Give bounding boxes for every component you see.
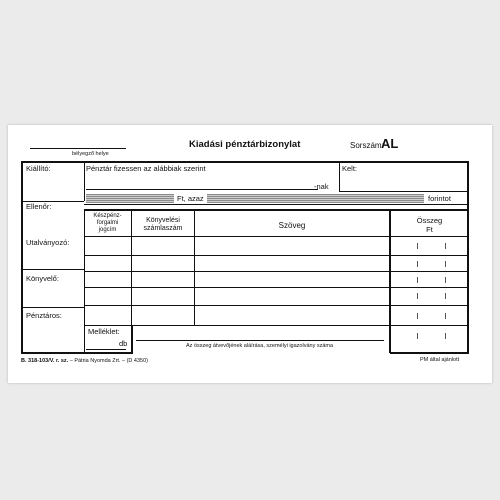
- amount-tick: [445, 261, 446, 267]
- form-title: Kiadási pénztárbizonylat: [189, 139, 301, 150]
- serial-value: AL: [381, 136, 399, 151]
- col4-header-line: Ft: [426, 225, 433, 234]
- stamp-place-label: bélyegző helye: [72, 151, 109, 157]
- amount-tick: [445, 293, 446, 299]
- amount-tick: [417, 293, 418, 299]
- col1-header: [84, 213, 131, 234]
- db-unit: db: [119, 339, 128, 348]
- signature-line: [136, 340, 384, 341]
- footer-code-text: B. 318-103/V. r. sz.: [21, 358, 69, 364]
- amount-words-field[interactable]: [207, 194, 424, 203]
- table-row-line: [84, 305, 468, 306]
- table-row-line: [84, 325, 468, 326]
- payee-line: [86, 189, 318, 190]
- nak-suffix: -nak: [314, 182, 329, 191]
- table-row-line: [84, 255, 468, 256]
- forintot-label: forintot: [428, 194, 451, 203]
- col1-header-line: Készpénz-: [93, 213, 122, 219]
- amount-tick: [417, 261, 418, 267]
- amount-tick: [417, 333, 418, 339]
- voucher-sheet: [8, 125, 492, 383]
- kelt-bottom: [339, 191, 468, 192]
- footer-right: PM által ajánlott: [420, 357, 460, 363]
- melleklet-right: [131, 326, 133, 354]
- section-divider-1: [21, 269, 84, 270]
- table-row-line: [84, 271, 468, 272]
- signature-caption: Az összeg átvevőjének aláírása, személyi igazolvány száma: [186, 343, 334, 349]
- payment-instruction: Pénztár fizessen az alábbiak szerint: [86, 164, 206, 173]
- penztaros-label: Pénztáros:: [26, 311, 62, 320]
- footer-publisher: – Pátria Nyomda Zrt. – (D 4350): [69, 358, 148, 364]
- amount-tick: [417, 243, 418, 249]
- frame-left: [21, 161, 23, 354]
- amount-tick: [417, 313, 418, 319]
- serial-label: Sorszám:: [350, 141, 384, 150]
- melleklet-label: Melléklet:: [88, 327, 120, 336]
- table-top: [84, 209, 469, 211]
- section-divider-2: [21, 307, 84, 308]
- kelt-label: Kelt:: [342, 164, 358, 173]
- col2-header: [132, 217, 194, 233]
- amount-tick: [445, 333, 446, 339]
- kelt-divider: [339, 161, 340, 192]
- amount-tick: [445, 277, 446, 283]
- col4-header: [391, 216, 468, 234]
- frame-bottom-left: [21, 352, 133, 354]
- footer-code: [21, 359, 148, 365]
- amount-tick: [445, 243, 446, 249]
- col2-header-line: számlaszám: [143, 225, 183, 232]
- ellenor-separator: [21, 201, 84, 202]
- konyvelo-label: Könyvelő:: [26, 274, 59, 283]
- amount-tick: [445, 313, 446, 319]
- amount-row-bottom: [84, 204, 468, 205]
- kiallito-label: Kiállító:: [26, 164, 51, 173]
- ft-azaz-label: Ft, azaz: [177, 194, 204, 203]
- col2-header-line: Könyvelési: [146, 217, 180, 224]
- col1-header-line: jogcím: [98, 227, 117, 233]
- amount-tick: [417, 277, 418, 283]
- melleklet-count-line: [86, 349, 126, 350]
- stamp-line: [30, 148, 126, 149]
- col4-header-line: Összeg: [416, 216, 443, 225]
- col1-header-line: forgalmi: [96, 220, 119, 226]
- ellenor-label: Ellenőr:: [26, 202, 52, 211]
- table-row-line: [84, 287, 468, 288]
- col3-header: Szöveg: [278, 221, 306, 230]
- amount-figure-field[interactable]: [86, 194, 174, 203]
- label-column-divider: [84, 161, 85, 201]
- utalvanyozo-label: Utalványozó:: [26, 238, 70, 247]
- frame-top: [21, 161, 469, 163]
- frame-bottom-right: [390, 352, 469, 354]
- table-header-bottom: [84, 236, 468, 237]
